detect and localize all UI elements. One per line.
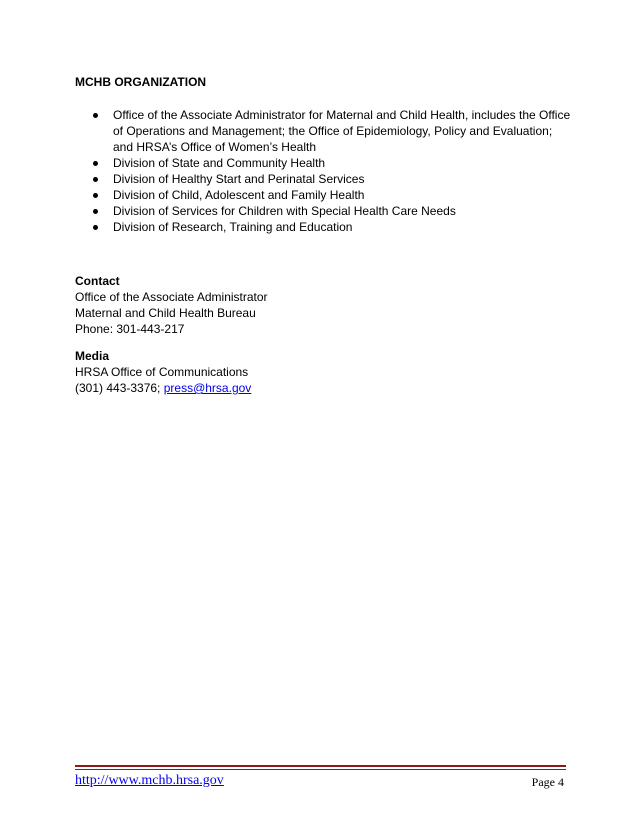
media-block [75,348,251,396]
media-office: HRSA Office of Communications [75,365,249,379]
page-number: Page 4 [531,775,564,789]
footer-divider [75,765,566,767]
contact-bureau: Maternal and Child Health Bureau [75,306,256,320]
footer-divider-thin [75,769,566,770]
section-heading: MCHB ORGANIZATION [75,75,207,89]
list-item: Division of Services for Children with Special Health Care Needs [92,203,572,219]
organization-list [92,107,572,235]
contact-office: Office of the Associate Administrator [75,290,268,304]
media-contact-line [75,380,251,396]
list-item: Division of Healthy Start and Perinatal Services [92,171,572,187]
media-email-link[interactable]: press@hrsa.gov [163,381,252,395]
media-title: Media [75,349,110,363]
list-item: Division of State and Community Health [92,155,572,171]
contact-block [75,273,268,337]
contact-phone: Phone: 301-443-217 [75,322,185,336]
list-item: Division of Research, Training and Education [92,219,572,235]
media-phone: (301) 443-3376; [75,381,164,395]
list-item: Division of Child, Adolescent and Family Health [92,187,572,203]
list-item: Office of the Associate Administrator for Maternal and Child Health, includes the Office of Operations and Management; the Office of Epidemiology, Policy and Evaluation; and HRSA’s Office of Women’s Health [92,107,572,155]
footer-url-link[interactable]: http://www.mchb.hrsa.gov [75,773,224,788]
contact-title: Contact [75,274,120,288]
